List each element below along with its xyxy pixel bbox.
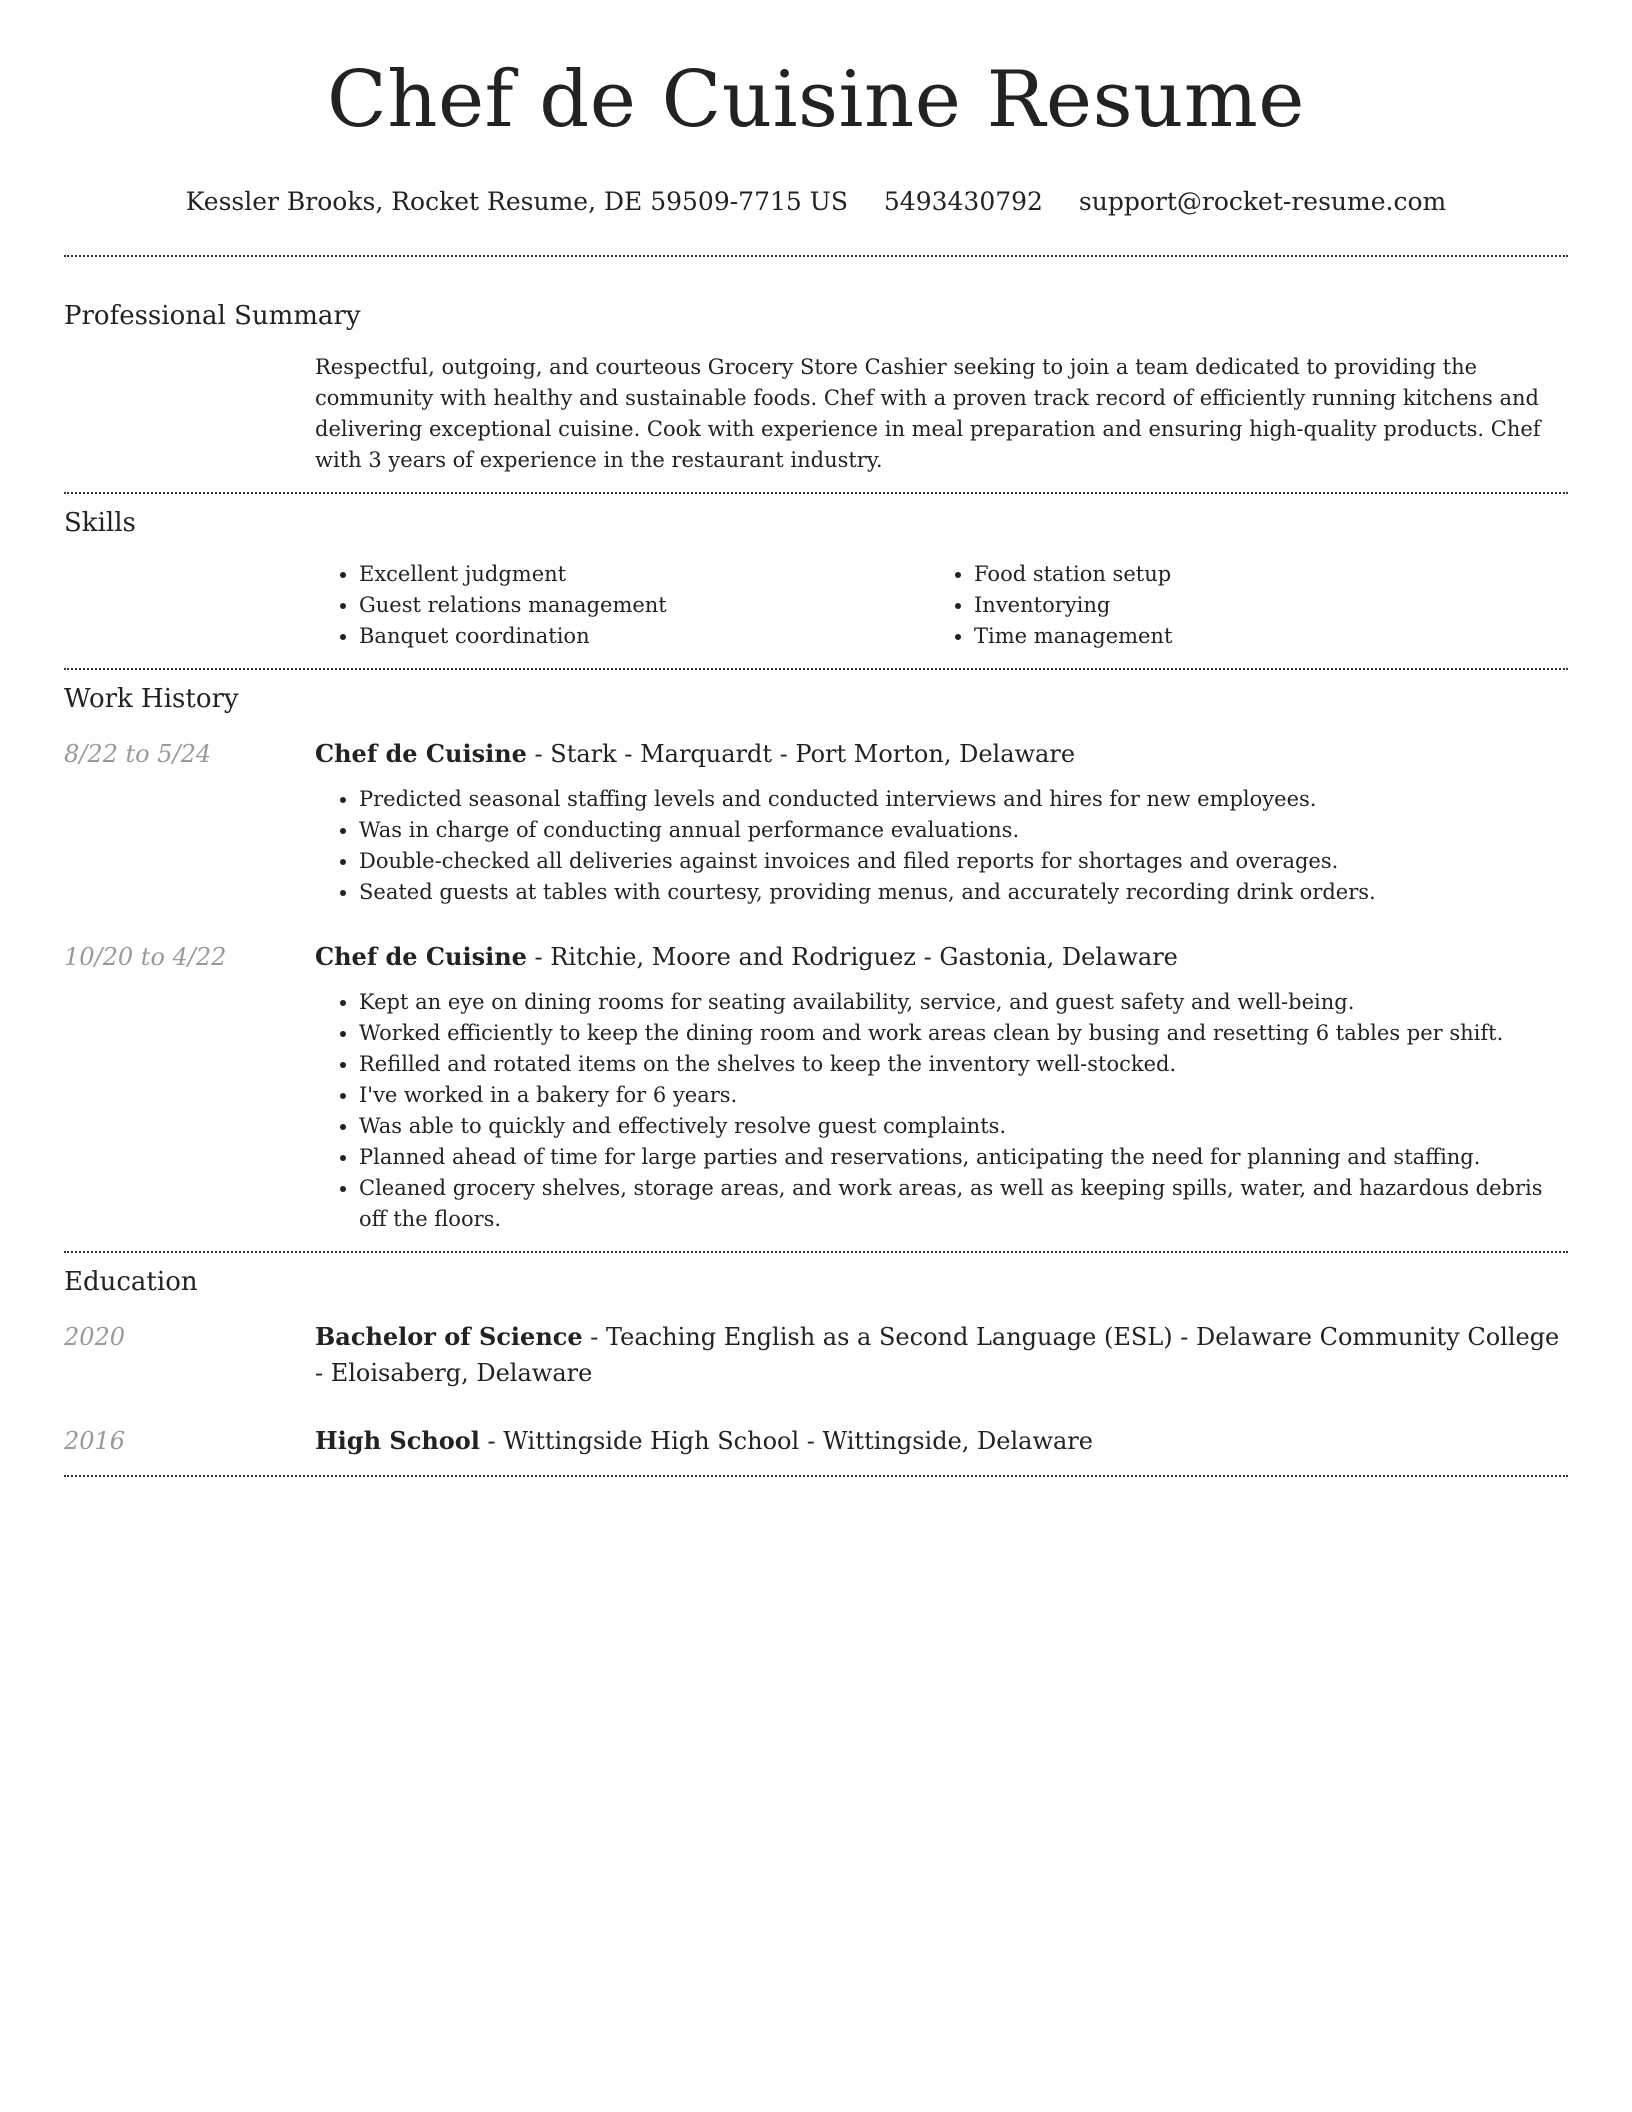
- skills-heading: Skills: [64, 508, 136, 538]
- work-entry: [64, 736, 1568, 908]
- skill-item: • Excellent judgment: [359, 559, 930, 590]
- work-dates: 8/22 to 5/24: [64, 740, 212, 768]
- summary-heading: Professional Summary: [64, 301, 361, 331]
- job-duty: • I've worked in a bakery for 6 years.: [359, 1080, 1568, 1111]
- job-duty: • Kept an eye on dining rooms for seating availability, service, and guest safety and well-being.: [359, 987, 1568, 1018]
- contact-email: support@rocket-resume.com: [1078, 187, 1447, 216]
- job-duties: [315, 784, 1568, 908]
- skills-list-left: [315, 559, 930, 652]
- job-duty: • Refilled and rotated items on the shelves to keep the inventory well-stocked.: [359, 1049, 1568, 1080]
- skill-item: • Banquet coordination: [359, 621, 930, 652]
- education-section: [64, 1253, 1568, 1459]
- job-duty: • Seated guests at tables with courtesy, providing menus, and accurately recording drink orders.: [359, 877, 1568, 908]
- skill-item: • Guest relations management: [359, 590, 930, 621]
- job-duty: • Was in charge of conducting annual performance evaluations.: [359, 815, 1568, 846]
- work-dates: 10/20 to 4/22: [64, 943, 227, 971]
- skill-item: • Inventorying: [974, 590, 1568, 621]
- page-title: Chef de Cuisine Resume: [327, 55, 1305, 145]
- degree-name: Bachelor of Science: [315, 1322, 583, 1351]
- contact-info: [64, 186, 1568, 218]
- degree-details: - Teaching English as a Second Language (ESL) - Delaware Community College - Eloisaberg, Delaware: [315, 1323, 1560, 1387]
- degree-name: High School: [315, 1426, 480, 1455]
- education-entry: [64, 1319, 1568, 1391]
- job-title: Chef de Cuisine: [315, 942, 527, 971]
- job-details: - Stark - Marquardt - Port Morton, Delaware: [526, 740, 1076, 768]
- education-year: 2020: [64, 1323, 126, 1351]
- work-entry: [64, 939, 1568, 1235]
- contact-address: Kessler Brooks, Rocket Resume, DE 59509-7715 US: [185, 187, 848, 216]
- education-entry-header: [315, 1319, 1568, 1391]
- work-heading: Work History: [64, 684, 239, 714]
- degree-details: - Wittingside High School - Wittingside, Delaware: [479, 1427, 1093, 1455]
- job-duties: [315, 987, 1568, 1235]
- job-duty: • Worked efficiently to keep the dining room and work areas clean by busing and resetting 6 tables per shift.: [359, 1018, 1568, 1049]
- education-heading: Education: [64, 1267, 198, 1297]
- job-title: Chef de Cuisine: [315, 739, 527, 768]
- contact-phone: 5493430792: [883, 187, 1043, 216]
- summary-section: [64, 257, 1568, 476]
- skills-section: [64, 494, 1568, 652]
- work-entry-header: [315, 736, 1568, 772]
- education-divider: [64, 1475, 1568, 1477]
- skill-item: • Time management: [974, 621, 1568, 652]
- job-duty: • Was able to quickly and effectively resolve guest complaints.: [359, 1111, 1568, 1142]
- summary-text: Respectful, outgoing, and courteous Grocery Store Cashier seeking to join a team dedicated to providing the community with healthy and sustainable foods. Chef with a proven track record of efficiently running kitchens and delivering exceptional cuisine. Cook with experience in meal preparation and ensuring high-quality products. Chef with 3 years of experience in the restaurant industry.: [315, 355, 1541, 472]
- skills-list-right: [930, 559, 1568, 652]
- education-entry-header: [315, 1423, 1568, 1459]
- job-duty: • Cleaned grocery shelves, storage areas, and work areas, as well as keeping spills, water, and hazardous debris off the floors.: [359, 1173, 1568, 1235]
- job-duty: • Double-checked all deliveries against invoices and filed reports for shortages and overages.: [359, 846, 1568, 877]
- education-entry: [64, 1423, 1568, 1459]
- education-year: 2016: [64, 1427, 126, 1455]
- job-duty: • Predicted seasonal staffing levels and conducted interviews and hires for new employees.: [359, 784, 1568, 815]
- work-entry-header: [315, 939, 1568, 975]
- job-duty: • Planned ahead of time for large parties and reservations, anticipating the need for planning and staffing.: [359, 1142, 1568, 1173]
- work-section: [64, 670, 1568, 1235]
- job-details: - Ritchie, Moore and Rodriguez - Gastonia, Delaware: [526, 943, 1178, 971]
- skill-item: • Food station setup: [974, 559, 1568, 590]
